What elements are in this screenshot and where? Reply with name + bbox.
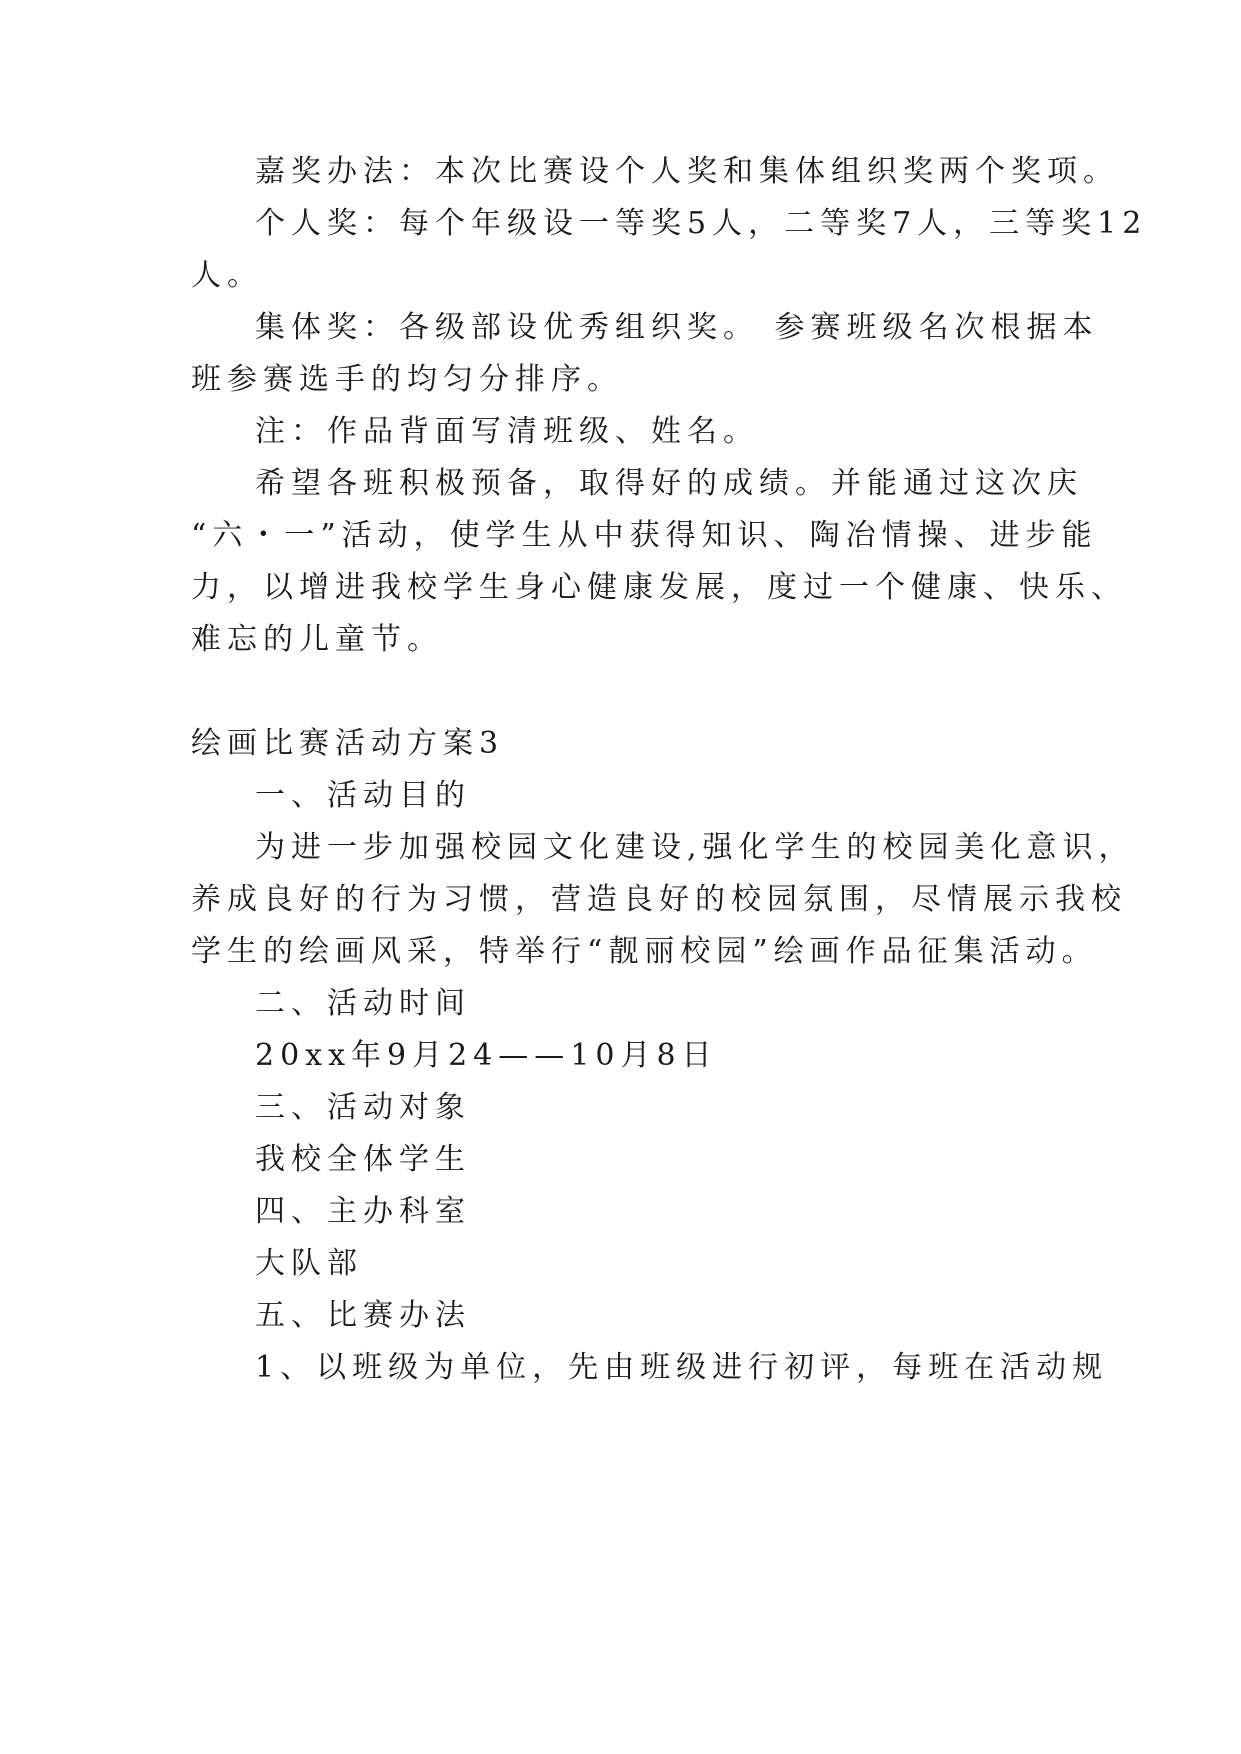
paragraph-group-award: 集体奖：各级部设优秀组织奖。 参赛班级名次根据本 [255,310,1099,345]
paragraph-purpose-cont-2: 学生的绘画风采，特举行“靓丽校园”绘画作品征集活动。 [191,934,1098,969]
section-title: 绘画比赛活动方案3 [191,726,505,761]
paragraph-award-methods: 嘉奖办法：本次比赛设个人奖和集体组织奖两个奖项。 [255,154,1119,189]
paragraph-hope-cont-1: “六・一”活动，使学生从中获得知识、陶冶情操、进步能 [191,518,1098,553]
paragraph-hope-cont-3: 难忘的儿童节。 [191,622,443,657]
paragraph-competition-method-1: 1、以班级为单位，先由班级进行初评，每班在活动规 [255,1350,1109,1385]
paragraph-hope: 希望各班积极预备，取得好的成绩。并能通过这次庆 [255,466,1083,501]
paragraph-individual-award-cont: 人。 [191,258,263,293]
paragraph-activity-target: 我校全体学生 [255,1142,471,1177]
paragraph-purpose-cont-1: 养成良好的行为习惯，营造良好的校园氛围，尽情展示我校 [191,882,1127,917]
paragraph-individual-award: 个人奖：每个年级设一等奖5人，二等奖7人，三等奖12 [255,206,1148,241]
paragraph-organizer: 大队部 [255,1246,363,1281]
heading-activity-target: 三、活动对象 [255,1090,471,1125]
heading-competition-method: 五、比赛办法 [255,1298,471,1333]
heading-organizer: 四、主办科室 [255,1194,471,1229]
paragraph-activity-time: 20xx年9月24——10月8日 [255,1038,718,1073]
heading-activity-time: 二、活动时间 [255,986,471,1021]
heading-activity-purpose: 一、活动目的 [255,778,471,813]
paragraph-group-award-cont: 班参赛选手的均匀分排序。 [191,362,623,397]
paragraph-hope-cont-2: 力，以增进我校学生身心健康发展，度过一个健康、快乐、 [191,570,1127,605]
paragraph-note: 注：作品背面写清班级、姓名。 [255,414,759,449]
paragraph-purpose: 为进一步加强校园文化建设,强化学生的校园美化意识， [255,830,1135,865]
